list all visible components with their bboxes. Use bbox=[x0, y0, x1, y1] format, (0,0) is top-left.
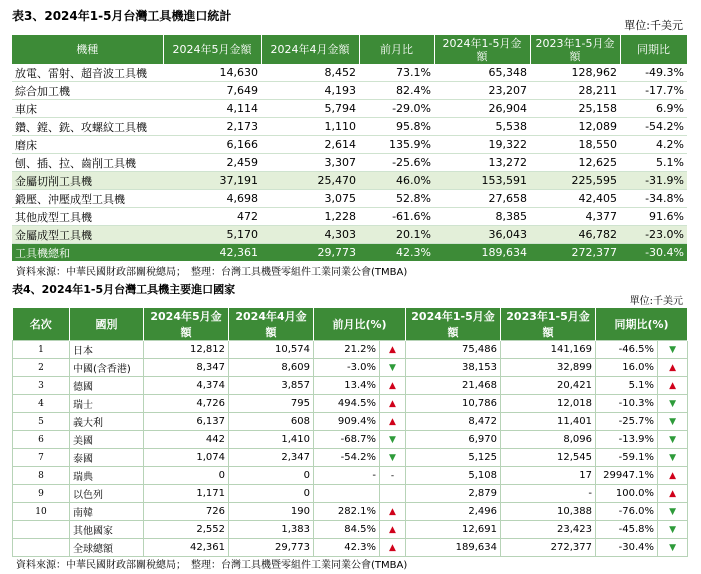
value-cell: 5,170 bbox=[163, 226, 261, 244]
value-cell: 6,137 bbox=[144, 413, 229, 431]
trend-arrow-icon bbox=[658, 521, 688, 539]
value-cell: -25.6% bbox=[359, 154, 434, 172]
value-cell: 27,658 bbox=[434, 190, 530, 208]
table3-col-header: 2024年1-5月金額 bbox=[434, 35, 530, 64]
total-value-cell: 29,773 bbox=[261, 244, 359, 262]
total-value-cell: 42,361 bbox=[163, 244, 261, 262]
trend-arrow-icon bbox=[380, 539, 406, 557]
value-cell: 82.4% bbox=[359, 82, 434, 100]
percent-cell bbox=[314, 485, 380, 503]
trend-arrow-icon bbox=[380, 341, 406, 359]
value-cell: 20,421 bbox=[501, 377, 596, 395]
triangle-down-icon: ▼ bbox=[669, 344, 676, 355]
table3-unit: 單位:千美元 bbox=[624, 19, 683, 32]
trend-arrow-icon bbox=[380, 359, 406, 377]
total-value-cell: 272,377 bbox=[530, 244, 620, 262]
percent-cell: -3.0% bbox=[314, 359, 380, 377]
country-cell: 其他國家 bbox=[70, 521, 144, 539]
percent-cell: 5.1% bbox=[596, 377, 658, 395]
percent-cell: 29947.1% bbox=[596, 467, 658, 485]
value-cell: 6.9% bbox=[620, 100, 687, 118]
triangle-down-icon: ▼ bbox=[669, 524, 676, 535]
value-cell: 135.9% bbox=[359, 136, 434, 154]
value-cell: 18,550 bbox=[530, 136, 620, 154]
rank-cell: 2 bbox=[13, 359, 70, 377]
trend-arrow-icon bbox=[380, 485, 406, 503]
value-cell: 726 bbox=[144, 503, 229, 521]
table-row bbox=[13, 341, 688, 359]
value-cell: 6,970 bbox=[406, 431, 501, 449]
table-row bbox=[12, 82, 687, 100]
trend-arrow-icon bbox=[658, 395, 688, 413]
table4-header-row bbox=[13, 308, 688, 341]
triangle-up-icon: ▲ bbox=[389, 380, 396, 391]
triangle-down-icon: ▼ bbox=[669, 416, 676, 427]
trend-arrow-icon bbox=[380, 377, 406, 395]
value-cell: 0 bbox=[144, 467, 229, 485]
machine-type-cell: 鑽、鏜、銑、攻螺紋工具機 bbox=[12, 118, 163, 136]
percent-cell: -25.7% bbox=[596, 413, 658, 431]
table3 bbox=[12, 35, 688, 261]
triangle-down-icon: ▼ bbox=[389, 452, 396, 463]
machine-type-cell: 車床 bbox=[12, 100, 163, 118]
table-row bbox=[13, 377, 688, 395]
table3-header-row bbox=[12, 35, 687, 64]
triangle-down-icon: ▼ bbox=[669, 542, 676, 553]
triangle-down-icon: ▼ bbox=[669, 434, 676, 445]
value-cell: 37,191 bbox=[163, 172, 261, 190]
rank-cell: 6 bbox=[13, 431, 70, 449]
value-cell: 2,173 bbox=[163, 118, 261, 136]
triangle-down-icon: ▼ bbox=[669, 398, 676, 409]
value-cell: 12,018 bbox=[501, 395, 596, 413]
percent-cell: -46.5% bbox=[596, 341, 658, 359]
trend-arrow-icon bbox=[658, 467, 688, 485]
value-cell: 8,385 bbox=[434, 208, 530, 226]
value-cell: 4,193 bbox=[261, 82, 359, 100]
value-cell: 4.2% bbox=[620, 136, 687, 154]
percent-cell: -30.4% bbox=[596, 539, 658, 557]
value-cell: 1,410 bbox=[229, 431, 314, 449]
value-cell: 95.8% bbox=[359, 118, 434, 136]
value-cell: 23,207 bbox=[434, 82, 530, 100]
value-cell: -49.3% bbox=[620, 64, 687, 82]
value-cell: 4,374 bbox=[144, 377, 229, 395]
value-cell: 141,169 bbox=[501, 341, 596, 359]
rank-cell: 9 bbox=[13, 485, 70, 503]
table-row bbox=[12, 136, 687, 154]
table-row bbox=[13, 431, 688, 449]
triangle-up-icon: ▲ bbox=[389, 344, 396, 355]
percent-cell: -68.7% bbox=[314, 431, 380, 449]
triangle-up-icon: ▲ bbox=[389, 542, 396, 553]
machine-type-cell: 綜合加工機 bbox=[12, 82, 163, 100]
percent-cell: 100.0% bbox=[596, 485, 658, 503]
value-cell: 42,361 bbox=[144, 539, 229, 557]
percent-cell: 494.5% bbox=[314, 395, 380, 413]
value-cell: 4,726 bbox=[144, 395, 229, 413]
rank-cell: 10 bbox=[13, 503, 70, 521]
value-cell: 2,614 bbox=[261, 136, 359, 154]
value-cell: -23.0% bbox=[620, 226, 687, 244]
percent-cell: -59.1% bbox=[596, 449, 658, 467]
value-cell: 52.8% bbox=[359, 190, 434, 208]
value-cell: 2,552 bbox=[144, 521, 229, 539]
rank-cell: 5 bbox=[13, 413, 70, 431]
country-cell: 瑞士 bbox=[70, 395, 144, 413]
country-cell: 義大利 bbox=[70, 413, 144, 431]
value-cell: 26,904 bbox=[434, 100, 530, 118]
table-row bbox=[12, 118, 687, 136]
value-cell: 12,545 bbox=[501, 449, 596, 467]
value-cell: 0 bbox=[229, 467, 314, 485]
value-cell: 10,388 bbox=[501, 503, 596, 521]
value-cell: 14,630 bbox=[163, 64, 261, 82]
trend-arrow-icon bbox=[380, 413, 406, 431]
value-cell: 8,347 bbox=[144, 359, 229, 377]
table4-col-header: 國別 bbox=[70, 308, 144, 341]
trend-arrow-icon bbox=[380, 503, 406, 521]
value-cell: 8,472 bbox=[406, 413, 501, 431]
table4 bbox=[12, 308, 688, 557]
table4-col-header: 2024年4月金額 bbox=[229, 308, 314, 341]
trend-arrow-icon bbox=[658, 359, 688, 377]
value-cell: -54.2% bbox=[620, 118, 687, 136]
table4-title: 表4、2024年1-5月台灣工具機主要進口國家 bbox=[12, 283, 236, 296]
machine-type-cell: 其他成型工具機 bbox=[12, 208, 163, 226]
table3-col-header: 2024年5月金額 bbox=[163, 35, 261, 64]
country-cell: 泰國 bbox=[70, 449, 144, 467]
value-cell: 5,108 bbox=[406, 467, 501, 485]
country-cell: 美國 bbox=[70, 431, 144, 449]
value-cell: 442 bbox=[144, 431, 229, 449]
machine-type-cell: 金屬切削工具機 bbox=[12, 172, 163, 190]
triangle-down-icon: ▼ bbox=[389, 434, 396, 445]
value-cell: 4,698 bbox=[163, 190, 261, 208]
percent-cell: 282.1% bbox=[314, 503, 380, 521]
value-cell: 12,089 bbox=[530, 118, 620, 136]
percent-cell: 13.4% bbox=[314, 377, 380, 395]
rank-cell bbox=[13, 539, 70, 557]
value-cell: 4,377 bbox=[530, 208, 620, 226]
triangle-up-icon: ▲ bbox=[389, 506, 396, 517]
rank-cell bbox=[13, 521, 70, 539]
country-cell: 瑞典 bbox=[70, 467, 144, 485]
table3-body bbox=[12, 64, 687, 261]
table-row bbox=[12, 64, 687, 82]
table3-col-header: 2023年1-5月金額 bbox=[530, 35, 620, 64]
value-cell: -61.6% bbox=[359, 208, 434, 226]
table3-col-header: 機種 bbox=[12, 35, 163, 64]
value-cell: 5,794 bbox=[261, 100, 359, 118]
value-cell: 8,452 bbox=[261, 64, 359, 82]
value-cell: 189,634 bbox=[406, 539, 501, 557]
value-cell: 4,303 bbox=[261, 226, 359, 244]
table-row bbox=[13, 449, 688, 467]
table4-col-header: 2024年1-5月金額 bbox=[406, 308, 501, 341]
value-cell: 8,609 bbox=[229, 359, 314, 377]
triangle-up-icon: ▲ bbox=[669, 488, 676, 499]
value-cell: 12,625 bbox=[530, 154, 620, 172]
value-cell: 5,125 bbox=[406, 449, 501, 467]
value-cell: 3,857 bbox=[229, 377, 314, 395]
value-cell: 795 bbox=[229, 395, 314, 413]
trend-arrow-icon bbox=[658, 449, 688, 467]
triangle-up-icon: ▲ bbox=[389, 398, 396, 409]
trend-arrow-icon bbox=[380, 395, 406, 413]
triangle-down-icon: ▼ bbox=[389, 362, 396, 373]
table-row bbox=[13, 485, 688, 503]
total-value-cell: -30.4% bbox=[620, 244, 687, 262]
machine-type-cell: 放電、雷射、超音波工具機 bbox=[12, 64, 163, 82]
country-cell: 中國(含香港) bbox=[70, 359, 144, 377]
table-row bbox=[13, 521, 688, 539]
value-cell: 7,649 bbox=[163, 82, 261, 100]
percent-cell: 909.4% bbox=[314, 413, 380, 431]
trend-arrow-icon bbox=[380, 467, 406, 485]
value-cell: 11,401 bbox=[501, 413, 596, 431]
country-cell: 南韓 bbox=[70, 503, 144, 521]
value-cell: 10,786 bbox=[406, 395, 501, 413]
value-cell: 32,899 bbox=[501, 359, 596, 377]
percent-cell: 16.0% bbox=[596, 359, 658, 377]
percent-cell: 21.2% bbox=[314, 341, 380, 359]
value-cell: 2,459 bbox=[163, 154, 261, 172]
triangle-up-icon: ▲ bbox=[389, 524, 396, 535]
table-row bbox=[12, 190, 687, 208]
value-cell: 73.1% bbox=[359, 64, 434, 82]
country-cell: 以色列 bbox=[70, 485, 144, 503]
value-cell: 153,591 bbox=[434, 172, 530, 190]
table-row bbox=[13, 539, 688, 557]
trend-arrow-icon bbox=[380, 431, 406, 449]
table3-col-header: 同期比 bbox=[620, 35, 687, 64]
table4-col-header: 2023年1-5月金額 bbox=[501, 308, 596, 341]
triangle-down-icon: ▼ bbox=[669, 452, 676, 463]
value-cell: 1,074 bbox=[144, 449, 229, 467]
percent-cell: -54.2% bbox=[314, 449, 380, 467]
trend-arrow-icon bbox=[380, 521, 406, 539]
table-row bbox=[12, 172, 687, 190]
rank-cell: 7 bbox=[13, 449, 70, 467]
triangle-up-icon: ▲ bbox=[669, 470, 676, 481]
table-row bbox=[12, 154, 687, 172]
value-cell: 42,405 bbox=[530, 190, 620, 208]
value-cell: 128,962 bbox=[530, 64, 620, 82]
machine-type-cell: 鍛壓、沖壓成型工具機 bbox=[12, 190, 163, 208]
total-value-cell: 42.3% bbox=[359, 244, 434, 262]
table-total-row bbox=[12, 244, 687, 262]
trend-arrow-icon bbox=[658, 539, 688, 557]
value-cell: 12,691 bbox=[406, 521, 501, 539]
dash-icon: - bbox=[390, 470, 395, 481]
table4-col-header: 2024年5月金額 bbox=[144, 308, 229, 341]
value-cell: 6,166 bbox=[163, 136, 261, 154]
country-cell: 德國 bbox=[70, 377, 144, 395]
table4-body bbox=[13, 341, 688, 557]
value-cell: 472 bbox=[163, 208, 261, 226]
machine-type-cell: 刨、插、拉、齒削工具機 bbox=[12, 154, 163, 172]
percent-cell: - bbox=[314, 467, 380, 485]
trend-arrow-icon bbox=[658, 503, 688, 521]
value-cell: 225,595 bbox=[530, 172, 620, 190]
table-row bbox=[12, 100, 687, 118]
value-cell: -31.9% bbox=[620, 172, 687, 190]
value-cell: -34.8% bbox=[620, 190, 687, 208]
value-cell: 1,383 bbox=[229, 521, 314, 539]
percent-cell: -76.0% bbox=[596, 503, 658, 521]
value-cell: 19,322 bbox=[434, 136, 530, 154]
triangle-up-icon: ▲ bbox=[669, 380, 676, 391]
trend-arrow-icon bbox=[658, 341, 688, 359]
rank-cell: 8 bbox=[13, 467, 70, 485]
value-cell: 1,171 bbox=[144, 485, 229, 503]
value-cell: 0 bbox=[229, 485, 314, 503]
value-cell: 12,812 bbox=[144, 341, 229, 359]
table-row bbox=[13, 359, 688, 377]
rank-cell: 3 bbox=[13, 377, 70, 395]
value-cell: 23,423 bbox=[501, 521, 596, 539]
table-row bbox=[13, 395, 688, 413]
trend-arrow-icon bbox=[658, 431, 688, 449]
percent-cell: -13.9% bbox=[596, 431, 658, 449]
percent-cell: -10.3% bbox=[596, 395, 658, 413]
percent-cell: 84.5% bbox=[314, 521, 380, 539]
value-cell: 46,782 bbox=[530, 226, 620, 244]
value-cell: 5.1% bbox=[620, 154, 687, 172]
value-cell: 4,114 bbox=[163, 100, 261, 118]
value-cell: - bbox=[501, 485, 596, 503]
value-cell: 190 bbox=[229, 503, 314, 521]
value-cell: -17.7% bbox=[620, 82, 687, 100]
value-cell: 10,574 bbox=[229, 341, 314, 359]
table3-col-header: 2024年4月金額 bbox=[261, 35, 359, 64]
value-cell: 65,348 bbox=[434, 64, 530, 82]
value-cell: 21,468 bbox=[406, 377, 501, 395]
value-cell: 25,158 bbox=[530, 100, 620, 118]
table4-unit: 單位:千美元 bbox=[629, 296, 683, 307]
table-row bbox=[13, 413, 688, 431]
rank-cell: 1 bbox=[13, 341, 70, 359]
value-cell: 3,307 bbox=[261, 154, 359, 172]
total-label-cell: 工具機總和 bbox=[12, 244, 163, 262]
trend-arrow-icon bbox=[658, 413, 688, 431]
percent-cell: 42.3% bbox=[314, 539, 380, 557]
value-cell: 28,211 bbox=[530, 82, 620, 100]
value-cell: 1,228 bbox=[261, 208, 359, 226]
triangle-up-icon: ▲ bbox=[669, 362, 676, 373]
triangle-down-icon: ▼ bbox=[669, 506, 676, 517]
value-cell: 29,773 bbox=[229, 539, 314, 557]
value-cell: 3,075 bbox=[261, 190, 359, 208]
value-cell: -29.0% bbox=[359, 100, 434, 118]
value-cell: 2,347 bbox=[229, 449, 314, 467]
value-cell: 5,538 bbox=[434, 118, 530, 136]
trend-arrow-icon bbox=[380, 449, 406, 467]
value-cell: 91.6% bbox=[620, 208, 687, 226]
value-cell: 46.0% bbox=[359, 172, 434, 190]
value-cell: 1,110 bbox=[261, 118, 359, 136]
value-cell: 17 bbox=[501, 467, 596, 485]
country-cell: 全球總額 bbox=[70, 539, 144, 557]
value-cell: 608 bbox=[229, 413, 314, 431]
table4-col-header: 名次 bbox=[13, 308, 70, 341]
country-cell: 日本 bbox=[70, 341, 144, 359]
trend-arrow-icon bbox=[658, 377, 688, 395]
value-cell: 20.1% bbox=[359, 226, 434, 244]
value-cell: 272,377 bbox=[501, 539, 596, 557]
value-cell: 36,043 bbox=[434, 226, 530, 244]
table3-source: 資料來源：中華民國財政部關稅總局； 整理：台灣工具機暨零組件工業同業公會(TMBA) bbox=[16, 267, 408, 278]
value-cell: 38,153 bbox=[406, 359, 501, 377]
value-cell: 75,486 bbox=[406, 341, 501, 359]
machine-type-cell: 磨床 bbox=[12, 136, 163, 154]
table4-col-header: 同期比(%) bbox=[596, 308, 688, 341]
table-row bbox=[12, 226, 687, 244]
table3-col-header: 前月比 bbox=[359, 35, 434, 64]
percent-cell: -45.8% bbox=[596, 521, 658, 539]
trend-arrow-icon bbox=[658, 485, 688, 503]
value-cell: 13,272 bbox=[434, 154, 530, 172]
value-cell: 2,879 bbox=[406, 485, 501, 503]
table3-title: 表3、2024年1-5月台灣工具機進口統計 bbox=[12, 9, 232, 23]
total-value-cell: 189,634 bbox=[434, 244, 530, 262]
value-cell: 25,470 bbox=[261, 172, 359, 190]
table4-col-header: 前月比(%) bbox=[314, 308, 406, 341]
machine-type-cell: 金屬成型工具機 bbox=[12, 226, 163, 244]
table4-source: 資料來源：中華民國財政部關稅總局； 整理：台灣工具機暨零組件工業同業公會(TMBA) bbox=[16, 560, 408, 571]
table-row bbox=[12, 208, 687, 226]
value-cell: 2,496 bbox=[406, 503, 501, 521]
value-cell: 8,096 bbox=[501, 431, 596, 449]
table-row bbox=[13, 503, 688, 521]
triangle-up-icon: ▲ bbox=[389, 416, 396, 427]
table-row bbox=[13, 467, 688, 485]
rank-cell: 4 bbox=[13, 395, 70, 413]
